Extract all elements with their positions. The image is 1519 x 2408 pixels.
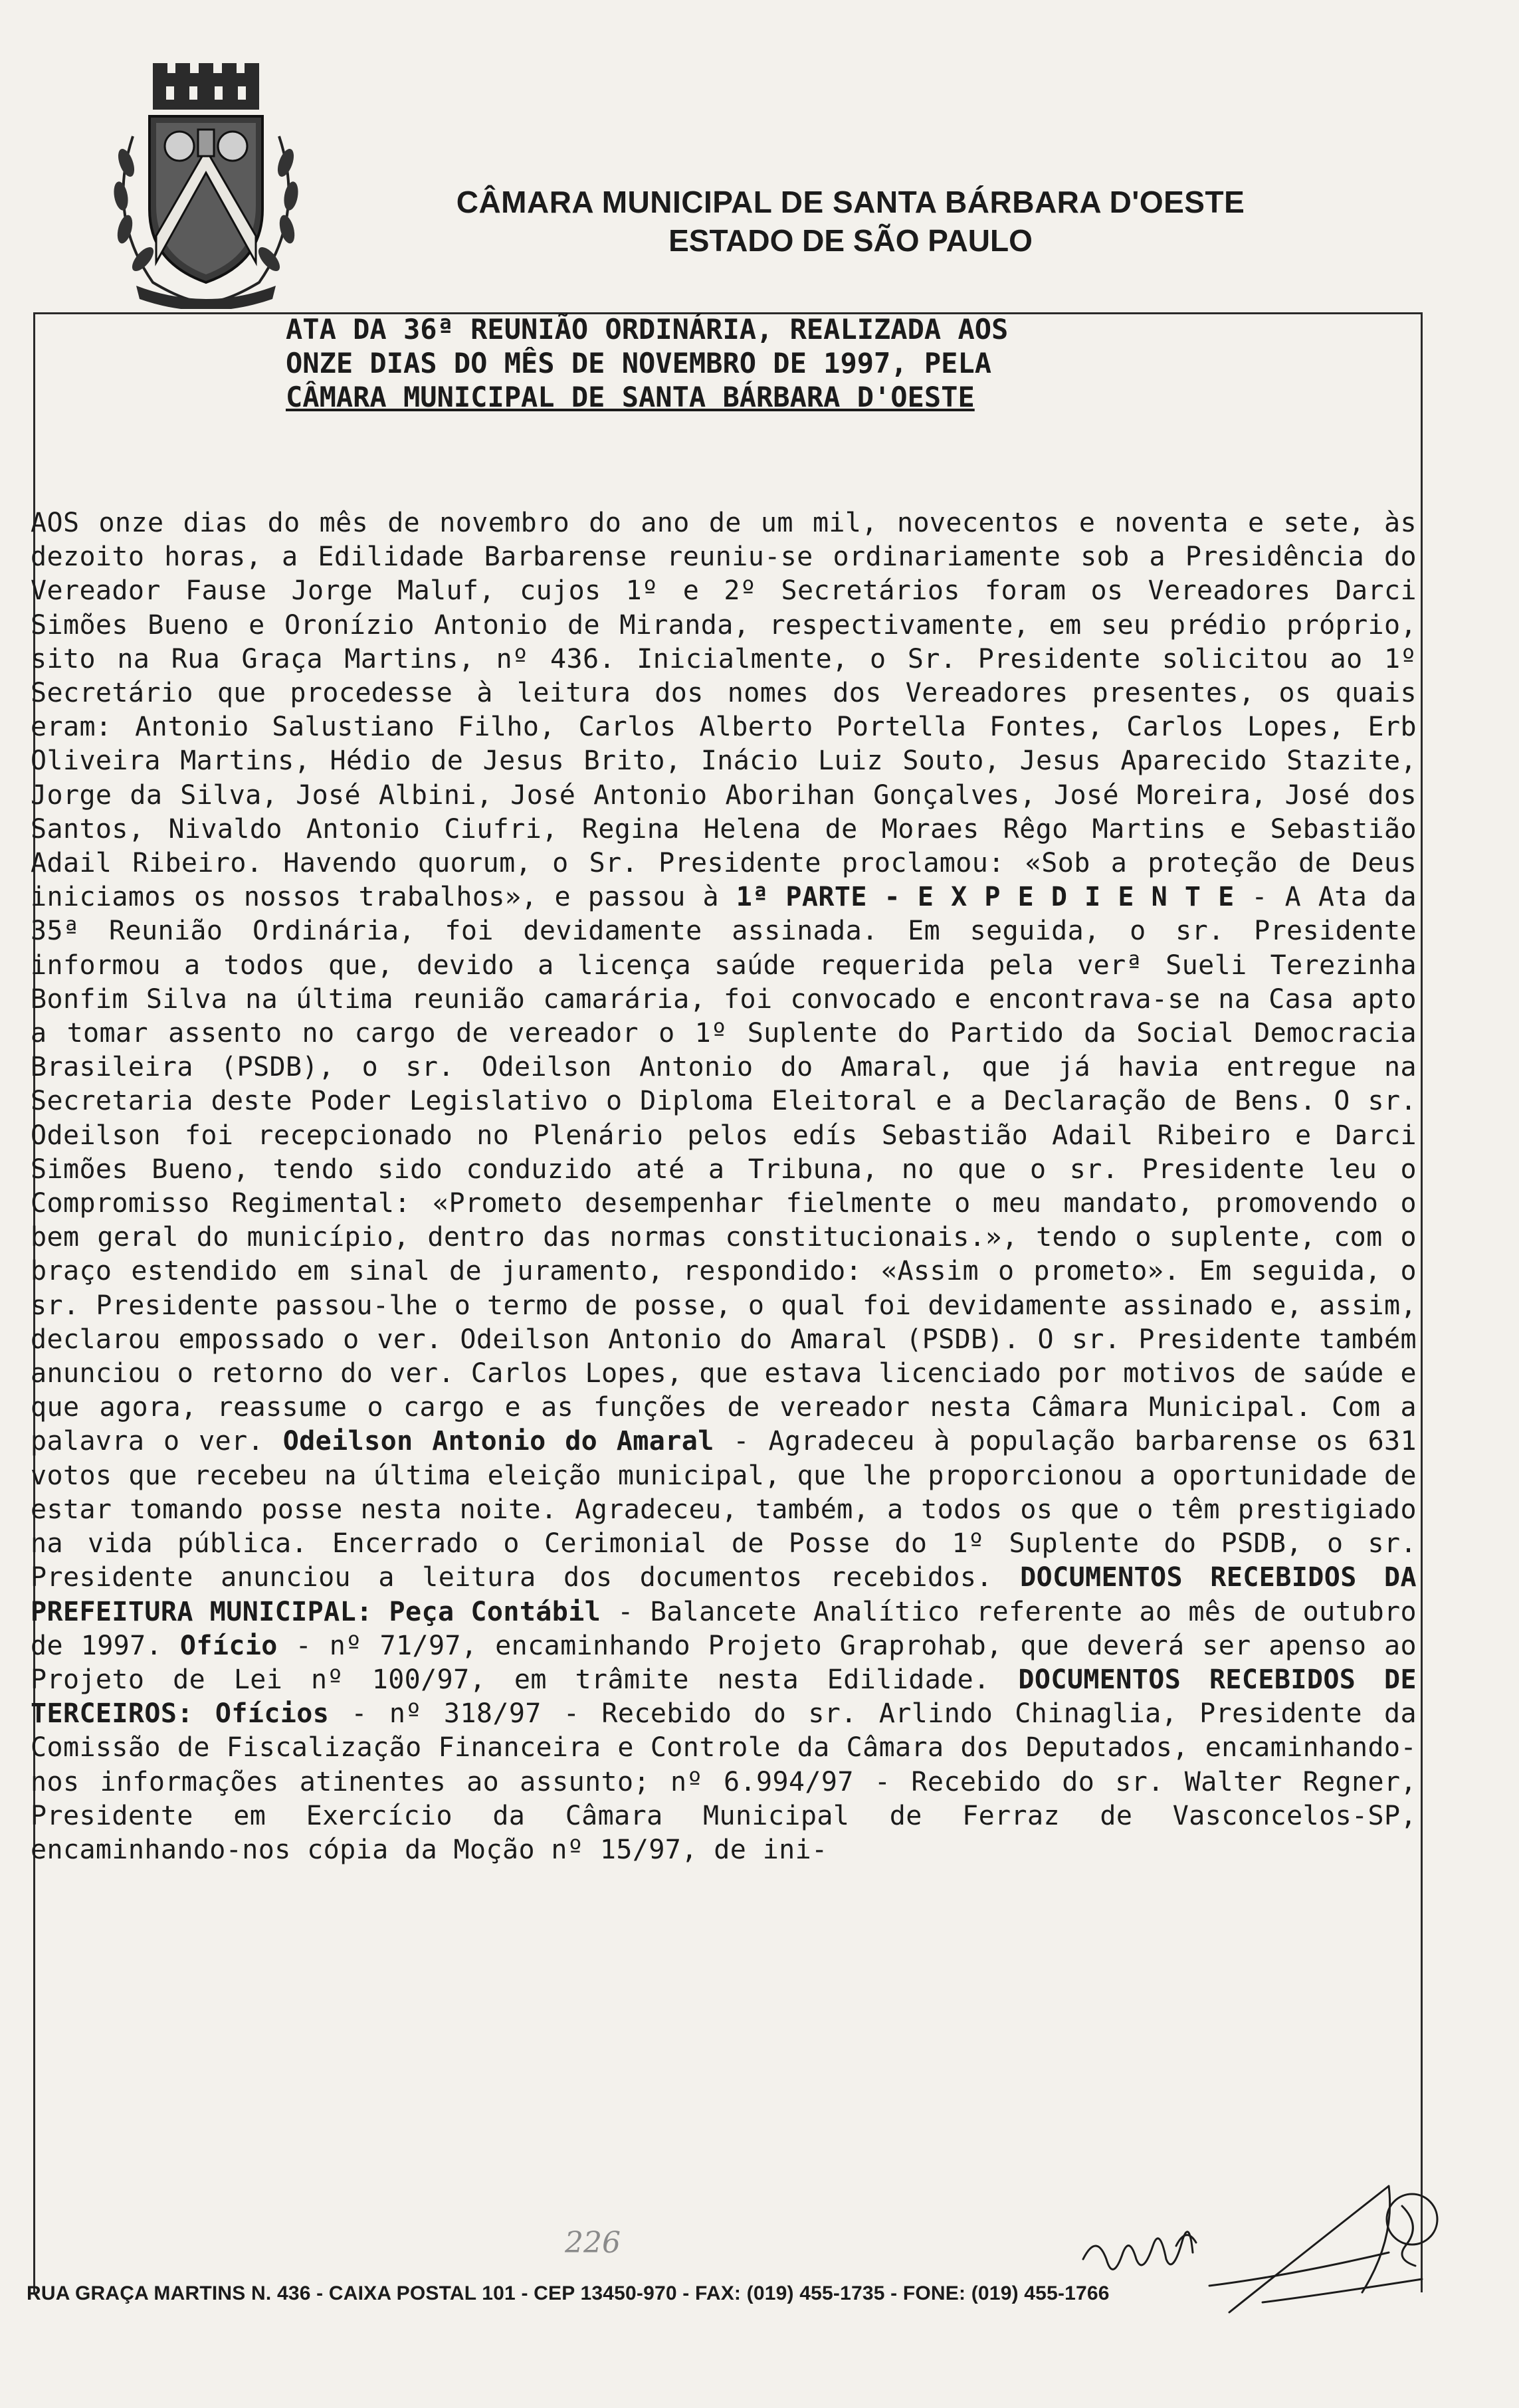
minutes-body [31, 506, 1417, 1867]
frame-right-rule [1421, 312, 1423, 2292]
balancete-text: - Balancete Analítico referente ao mês de outubro de 1997. [31, 1596, 1417, 1661]
speaker-text: - Agradeceu à população barbarense os 631 votos que recebeu na última eleição municipal, que lhe proporcionou a oportunidade de estar tomando posse nesta noite. Agradeceu, também, a todos os que o têm prestigiado na vida pública. Encerrado o Cerimonial de Posse do 1º Suplente do PSDB, o sr. Presidente anunciou a leitura dos documentos recebidos. [31, 1426, 1417, 1593]
address-footer: RUA GRAÇA MARTINS N. 436 - CAIXA POSTAL 101 - CEP 13450-970 - FAX: (019) 455-1735 - FONE: (019) 455-1766 [27, 2282, 1110, 2304]
title-line-1: ATA DA 36ª REUNIÃO ORDINÁRIA, REALIZADA AOS [286, 313, 1009, 346]
handwritten-signature-icon [1076, 2159, 1449, 2332]
title-line-3: CÂMARA MUNICIPAL DE SANTA BÁRBARA D'OESTE [286, 381, 975, 413]
opening-paragraph: AOS onze dias do mês de novembro do ano de um mil, novecentos e noventa e sete, às dezoito horas, a Edilidade Barbarense reuniu-se ordinariamente sob a Presidência do Vereador Fause Jorge Maluf, cujos 1º e 2º Secretários foram os Vereadores Darci Simões Bueno e Oronízio Antonio de Miranda, respectivamente, em seu prédio próprio, sito na Rua Graça Martins, nº 436. Inicialmente, o Sr. Presidente solicitou ao 1º Secretário que procedesse à leitura dos nomes dos Vereadores presentes, os quais eram: Antonio Salustiano Filho, Carlos Alberto Portella Fontes, Carlos Lopes, Erb Oliveira Martins, Hédio de Jesus Brito, Inácio Luiz Souto, Jesus Aparecido Stazite, Jorge da Silva, José Albini, José Antonio Aborihan Gonçalves, José Moreira, José dos Santos, Nivaldo Antonio Ciufri, Regina Helena de Moraes Rêgo Martins e Sebastião Adail Ribeiro. Havendo quorum, o Sr. Presidente proclamou: «Sob a proteção de Deus iniciamos os nossos trabalhos», e passou à [31, 508, 1417, 913]
speaker-name: Odeilson Antonio do Amaral [282, 1426, 714, 1457]
letterhead [372, 183, 1329, 260]
expediente-text: - A Ata da 35ª Reunião Ordinária, foi devidamente assinada. Em seguida, o sr. Presidente informou a todos que, devido a licença saúde requerida pela verª Sueli Terezinha Bonfim Silva na última reunião camarária, foi convocado e encontrava-se na Casa apto a tomar assento no cargo de vereador o 1º Suplente do Partido da Social Democracia Brasileira (PSDB), o sr. Odeilson Antonio do Amaral, que já havia entregue na Secretaria deste Poder Legislativo o Diploma Eleitoral e a Declaração de Bens. O sr. Odeilson foi recepcionado no Plenário pelos edís Sebastião Adail Ribeiro e Darci Simões Bueno, tendo sido conduzido até a Tribuna, no que o sr. Presidente leu o Compromisso Regimental: «Prometo desempenhar fielmente o meu mandato, promovendo o bem geral do município, dentro das normas constitucionais.», tendo o suplente, com o braço estendido em sinal de juramento, respondido: «Assim o prometo». Em seguida, o sr. Presidente passou-lhe o termo de posse, o qual foi devidamente assinado e, assim, declarou empossado o ver. Odeilson Antonio do Amaral (PSDB). O sr. Presidente também anunciou o retorno do ver. Carlos Lopes, que estava licenciado por motivos de saúde e que agora, reassume o cargo e as funções de vereador nesta Câmara Municipal. Com a palavra o ver. [31, 882, 1417, 1457]
prefeitura-documents-heading: DOCUMENTOS RECEBIDOS DA PREFEITURA MUNICIPAL: Peça Contábil [31, 1562, 1417, 1627]
title-line-2: ONZE DIAS DO MÊS DE NOVEMBRO DE 1997, PELA [286, 347, 992, 379]
minutes-title [286, 312, 1176, 414]
third-party-documents-heading: DOCUMENTOS RECEBIDOS DE TERCEIROS: Ofícios [31, 1664, 1417, 1730]
institution-name: CÂMARA MUNICIPAL DE SANTA BÁRBARA D'OESTE [456, 185, 1245, 219]
third-party-text: - nº 318/97 - Recebido do sr. Arlindo Chinaglia, Presidente da Comissão de Fiscalização Financeira e Controle da Câmara dos Deputados, encaminhando-nos informações atinentes ao assunto; nº 6.994/97 - Recebido do sr. Walter Regner, Presidente em Exercício da Câmara Municipal de Ferraz de Vasconcelos-SP, encaminhando-nos cópia da Moção nº 15/97, de ini- [31, 1698, 1417, 1865]
minutes-text [31, 506, 1417, 1867]
oficio-text: - nº 71/97, encaminhando Projeto Graprohab, que deverá ser apenso ao Projeto de Lei nº 100/97, em trâmite nesta Edilidade. [31, 1630, 1417, 1695]
section-expediente-heading: 1ª PARTE - E X P E D I E N T E [736, 882, 1235, 913]
state-name: ESTADO DE SÃO PAULO [668, 223, 1033, 258]
oficio-heading: Ofício [179, 1630, 278, 1661]
handwritten-page-number: 226 [565, 2226, 621, 2260]
municipal-coat-of-arms-icon [106, 63, 306, 309]
